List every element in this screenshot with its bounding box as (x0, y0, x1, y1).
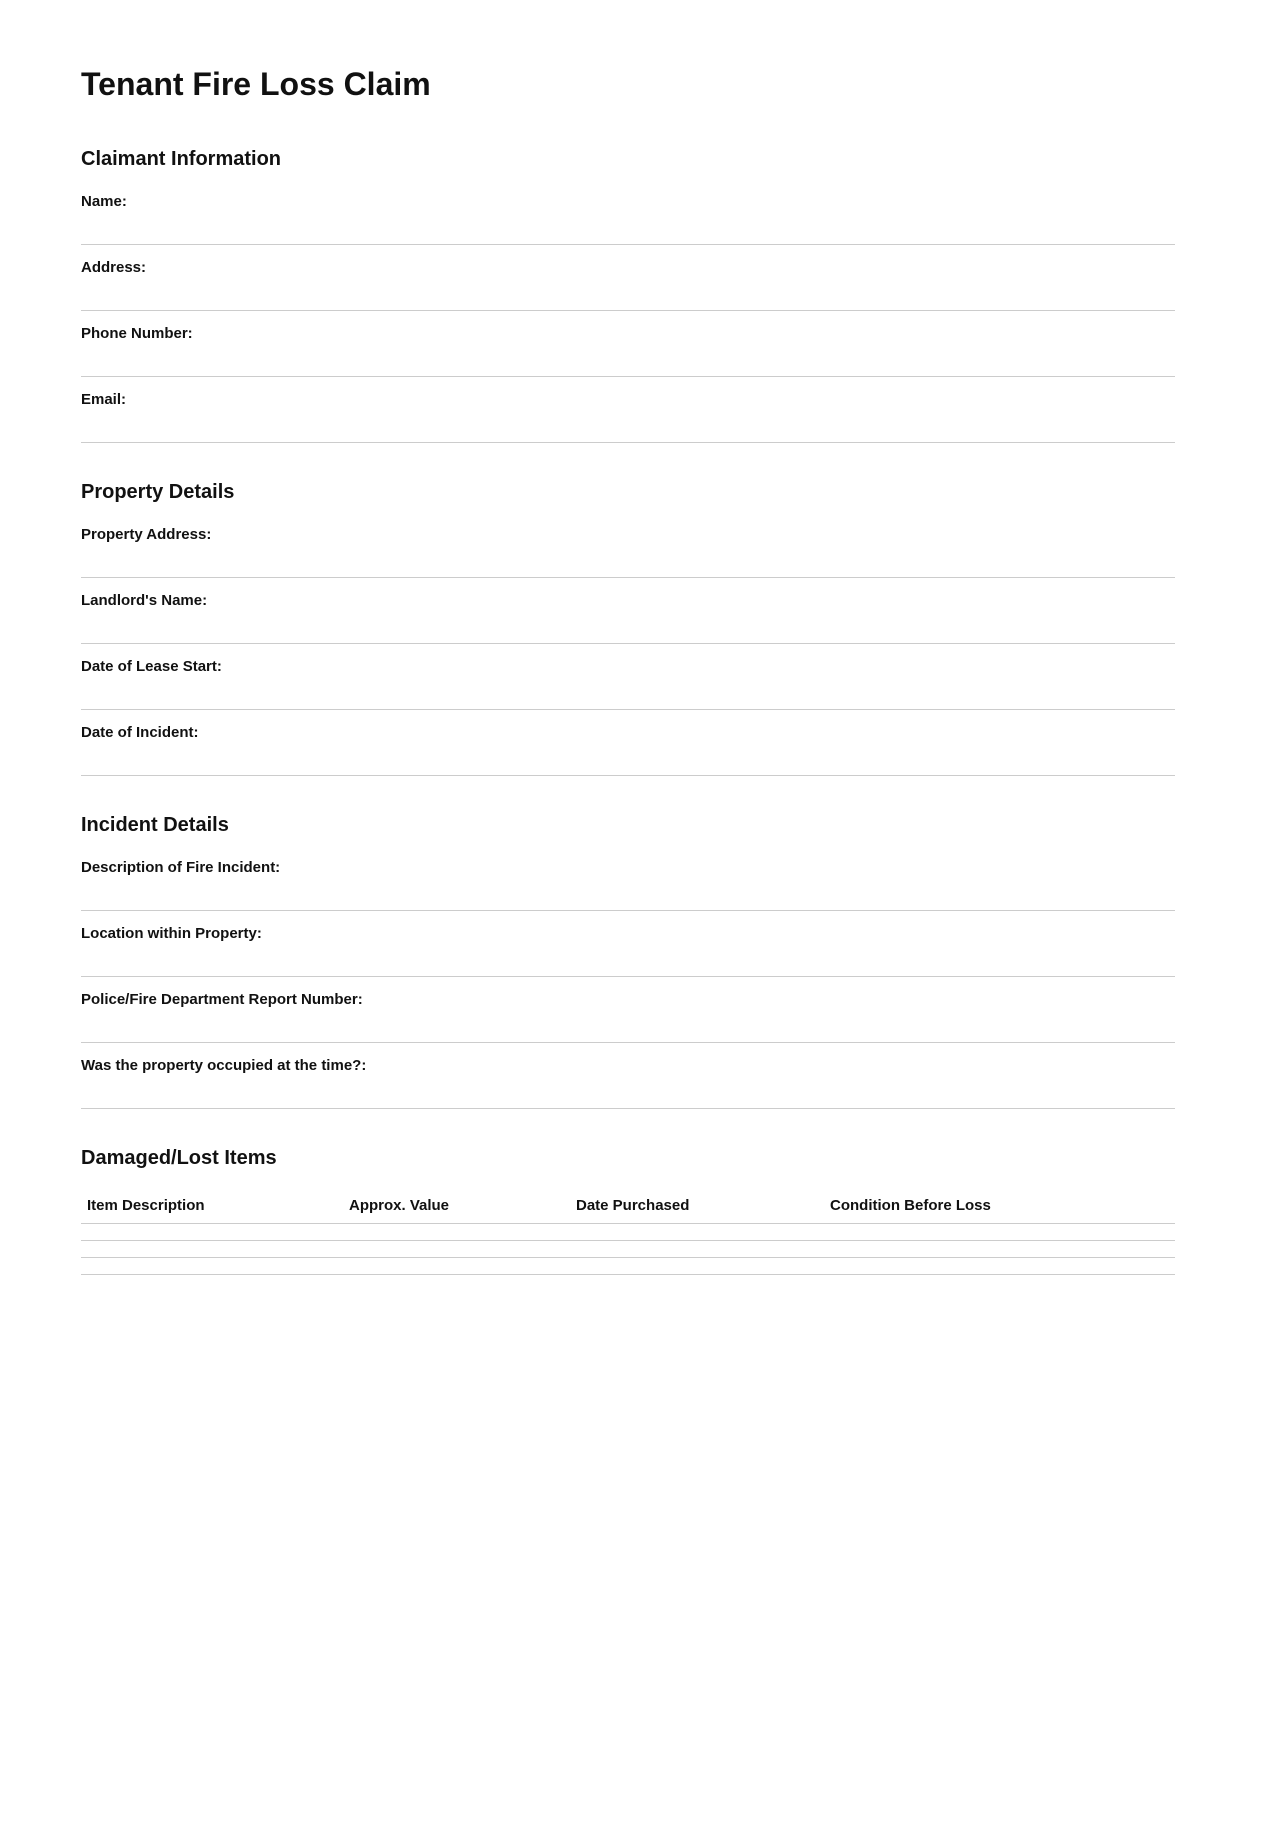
claim-form (81, 65, 1175, 1275)
column-header: Date Purchased (570, 1189, 824, 1224)
fire-description-field[interactable] (81, 845, 1175, 911)
occupied-field[interactable] (81, 1043, 1175, 1109)
table-cell[interactable] (81, 1241, 343, 1258)
column-header: Condition Before Loss (824, 1189, 1175, 1224)
section-heading-property: Property Details (81, 481, 235, 503)
damaged-items-table (81, 1189, 1175, 1275)
table-cell[interactable] (824, 1258, 1175, 1275)
name-field[interactable] (81, 179, 1175, 245)
table-header-row (81, 1189, 1175, 1224)
table-cell[interactable] (570, 1224, 824, 1241)
table-row (81, 1241, 1175, 1258)
field-label: Phone Number: (81, 325, 193, 342)
incident-date-field[interactable] (81, 710, 1175, 776)
field-label: Description of Fire Incident: (81, 859, 281, 876)
column-header: Item Description (81, 1189, 343, 1224)
field-label: Property Address: (81, 526, 212, 543)
address-field[interactable] (81, 245, 1175, 311)
table-row (81, 1258, 1175, 1275)
field-label: Email: (81, 391, 127, 408)
field-label: Landlord's Name: (81, 592, 208, 609)
field-label: Was the property occupied at the time?: (81, 1057, 367, 1074)
section-heading-incident: Incident Details (81, 814, 229, 836)
phone-field[interactable] (81, 311, 1175, 377)
field-label: Address: (81, 259, 147, 276)
column-header: Approx. Value (343, 1189, 570, 1224)
table-cell[interactable] (824, 1241, 1175, 1258)
claimant-fields (81, 179, 1175, 443)
field-label: Date of Lease Start: (81, 658, 222, 675)
field-label: Location within Property: (81, 925, 262, 942)
section-heading-claimant: Claimant Information (81, 148, 282, 170)
table-cell[interactable] (81, 1258, 343, 1275)
page-title: Tenant Fire Loss Claim (81, 66, 431, 102)
landlord-name-field[interactable] (81, 578, 1175, 644)
report-number-field[interactable] (81, 977, 1175, 1043)
location-field[interactable] (81, 911, 1175, 977)
table-cell[interactable] (570, 1241, 824, 1258)
table-cell[interactable] (824, 1224, 1175, 1241)
lease-start-field[interactable] (81, 644, 1175, 710)
incident-fields (81, 845, 1175, 1109)
field-label: Date of Incident: (81, 724, 199, 741)
property-address-field[interactable] (81, 512, 1175, 578)
field-label: Name: (81, 193, 127, 210)
table-cell[interactable] (81, 1224, 343, 1241)
field-label: Police/Fire Department Report Number: (81, 991, 363, 1008)
section-heading-items: Damaged/Lost Items (81, 1147, 277, 1169)
table-cell[interactable] (343, 1224, 570, 1241)
table-cell[interactable] (570, 1258, 824, 1275)
email-field[interactable] (81, 377, 1175, 443)
table-cell[interactable] (343, 1241, 570, 1258)
property-fields (81, 512, 1175, 776)
table-row (81, 1224, 1175, 1241)
table-cell[interactable] (343, 1258, 570, 1275)
